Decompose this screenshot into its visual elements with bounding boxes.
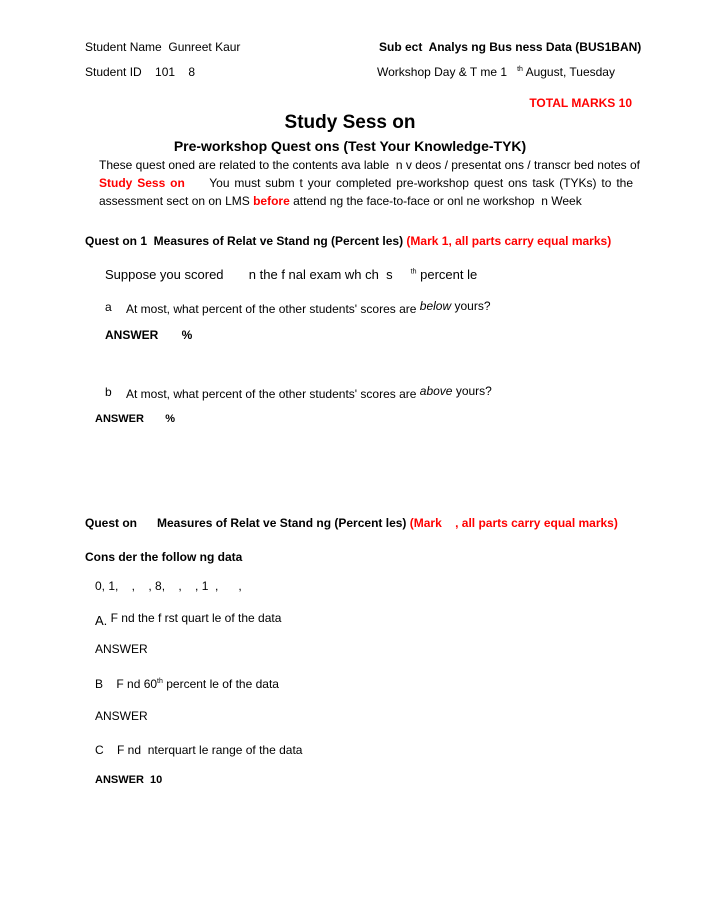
question-2-data-intro: Cons der the follow ng data <box>85 550 243 564</box>
student-name: Student Name Gunreet Kaur <box>85 40 241 54</box>
intro-line-1: These quest oned are related to the contents ava lable n v deos / presentat ons / transcr bed notes of <box>99 158 641 172</box>
page-title: Study Sess on <box>284 112 416 133</box>
question-2-answer-b: ANSWER <box>95 709 148 723</box>
question-2-part-a: A. F nd the f rst quart le of the data <box>95 611 282 628</box>
question-2-part-b: B F nd 60th percent le of the data <box>95 677 279 691</box>
question-1-part-b-text: At most, what percent of the other students' scores are above yours? <box>126 384 492 401</box>
question-1-part-b-label: b <box>105 385 112 399</box>
question-2-answer-a: ANSWER <box>95 642 148 656</box>
question-2-data-values: 0, 1, , , 8, , , 1 , , <box>95 579 242 593</box>
question-2-answer-c: ANSWER 10 <box>95 774 163 786</box>
question-1-prompt: Suppose you scored n the f nal exam wh ch s $^{th}$ percent le <box>105 267 478 282</box>
workshop-day-time: Workshop Day & T me 1 $^{th}$ August, Tuesday <box>377 65 615 79</box>
subject: Sub ect Analys ng Bus ness Data (BUS1BAN) <box>379 40 642 54</box>
student-id: Student ID 101 8 <box>85 65 196 79</box>
intro-line-2: Study Sess on You must subm t your completed pre-workshop quest ons task (TYKs) to the <box>99 176 634 190</box>
question-1-part-a-label: a <box>105 300 112 314</box>
question-2-heading: Quest on Measures of Relat ve Stand ng (Percent les) (Mark , all parts carry equal marks) <box>85 516 618 530</box>
question-1-heading: Quest on 1 Measures of Relat ve Stand ng (Percent les) (Mark 1, all parts carry equal marks) <box>85 234 612 248</box>
question-1-answer-b: ANSWER % <box>95 413 176 425</box>
question-1-answer-a: ANSWER % <box>105 328 193 342</box>
question-2-part-c: C F nd nterquart le range of the data <box>95 743 303 757</box>
question-1-part-a-text: At most, what percent of the other students' scores are below yours? <box>126 299 491 316</box>
intro-line-3: assessment sect on on LMS before attend ng the face-to-face or onl ne workshop n Week <box>99 194 582 208</box>
total-marks: TOTAL MARKS 10 <box>529 96 632 110</box>
page-subtitle: Pre-workshop Quest ons (Test Your Knowledge-TYK) <box>173 138 527 154</box>
